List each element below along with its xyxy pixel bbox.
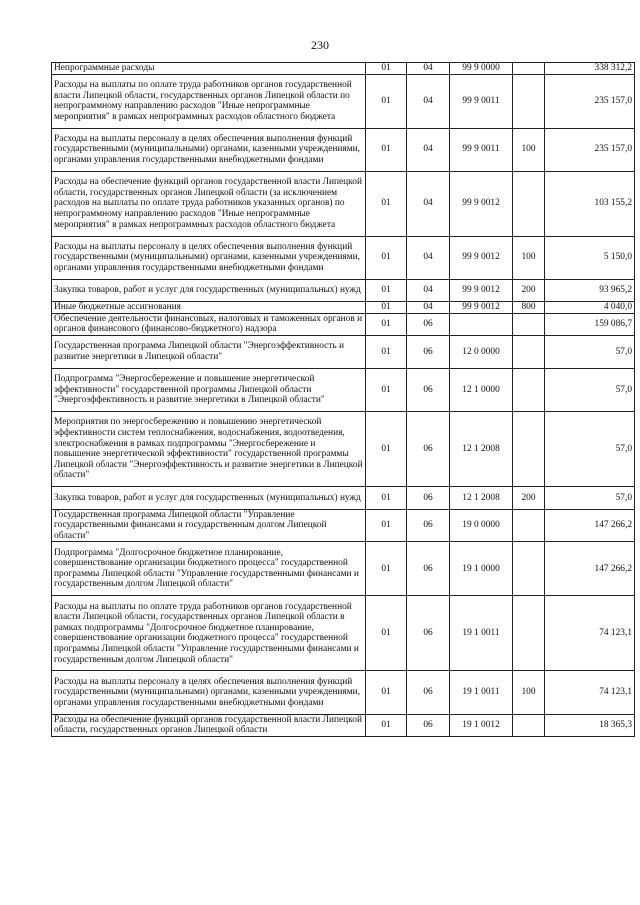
row-code-cell: 19 1 0000 <box>450 542 513 596</box>
table-row <box>52 509 635 542</box>
row-type-cell: 100 <box>513 128 545 171</box>
row-type-cell <box>513 171 545 236</box>
row-sum-cell: 74 123,1 <box>545 671 635 714</box>
row-code-cell: 12 1 2008 <box>450 412 513 487</box>
row-subchapter-cell: 06 <box>407 335 450 368</box>
row-chapter-cell: 01 <box>366 509 407 542</box>
row-subchapter-cell: 04 <box>407 279 450 301</box>
row-name-cell: Государственная программа Липецкой области "Управление государственными финансами и государственным долгом Липецкой области" <box>52 509 366 542</box>
row-name-cell: Закупка товаров, работ и услуг для государственных (муниципальных) нужд <box>52 279 366 301</box>
row-chapter-cell: 01 <box>366 74 407 128</box>
row-sum-cell: 57,0 <box>545 335 635 368</box>
row-sum-cell: 57,0 <box>545 487 635 509</box>
row-code-cell: 12 0 0000 <box>450 335 513 368</box>
row-code-cell: 19 0 0000 <box>450 509 513 542</box>
row-name-cell: Расходы на выплаты по оплате труда работников органов государственной власти Липецкой области, государственных органов Липецкой области в рамках подпрограммы "Долгосрочное бюджетное планирование, совершенствование организации бюджетного процесса" государственной программы Липецкой области "Управление государственными финансами и государственным долгом Липецкой области" <box>52 596 366 671</box>
row-code-cell: 99 9 0000 <box>450 63 513 75</box>
row-name-cell: Расходы на выплаты персоналу в целях обеспечения выполнения функций государственными (муниципальными) органами, казенными учреждениями, органами управления государственными внебюджетными фондами <box>52 671 366 714</box>
row-name-cell: Расходы на обеспечение функций органов государственной власти Липецкой области, государственных органов Липецкой области (за исключением расходов на выплаты по оплате труда работников указанных органов) по непрограммному направлению расходов "Иные непрограммные мероприятия" в рамках непрограммных расходов областного бюджета <box>52 171 366 236</box>
row-sum-cell: 147 266,2 <box>545 509 635 542</box>
row-subchapter-cell: 04 <box>407 236 450 279</box>
row-code-cell: 19 1 0012 <box>450 714 513 736</box>
table-row <box>52 63 635 75</box>
row-code-cell: 99 9 0011 <box>450 74 513 128</box>
row-code-cell: 99 9 0012 <box>450 171 513 236</box>
table-row <box>52 279 635 301</box>
table-row <box>52 671 635 714</box>
table-row <box>52 542 635 596</box>
row-chapter-cell: 01 <box>366 128 407 171</box>
table-row <box>52 128 635 171</box>
row-chapter-cell: 01 <box>366 279 407 301</box>
row-subchapter-cell: 06 <box>407 412 450 487</box>
row-sum-cell: 147 266,2 <box>545 542 635 596</box>
row-type-cell <box>513 74 545 128</box>
row-chapter-cell: 01 <box>366 714 407 736</box>
row-sum-cell: 5 150,0 <box>545 236 635 279</box>
table-row <box>52 335 635 368</box>
page-number: 230 <box>311 38 329 52</box>
row-name-cell: Государственная программа Липецкой области "Энергоэффективность и развитие энергетики в Липецкой области" <box>52 335 366 368</box>
budget-table <box>51 62 635 737</box>
row-chapter-cell: 01 <box>366 63 407 75</box>
row-type-cell: 800 <box>513 302 545 314</box>
row-type-cell <box>513 542 545 596</box>
row-sum-cell: 57,0 <box>545 368 635 411</box>
row-subchapter-cell: 06 <box>407 487 450 509</box>
row-code-cell: 12 1 2008 <box>450 487 513 509</box>
row-chapter-cell: 01 <box>366 671 407 714</box>
row-type-cell <box>513 63 545 75</box>
row-subchapter-cell: 04 <box>407 128 450 171</box>
row-sum-cell: 103 155,2 <box>545 171 635 236</box>
row-chapter-cell: 01 <box>366 171 407 236</box>
row-name-cell: Обеспечение деятельности финансовых, налоговых и таможенных органов и органов финансового (финансово-бюджетного) надзора <box>52 313 366 335</box>
row-sum-cell: 4 040,0 <box>545 302 635 314</box>
row-type-cell <box>513 596 545 671</box>
row-chapter-cell: 01 <box>366 368 407 411</box>
row-subchapter-cell: 06 <box>407 313 450 335</box>
row-sum-cell: 338 312,2 <box>545 63 635 75</box>
row-sum-cell: 235 157,0 <box>545 74 635 128</box>
row-subchapter-cell: 06 <box>407 368 450 411</box>
row-code-cell <box>450 313 513 335</box>
row-subchapter-cell: 04 <box>407 63 450 75</box>
row-sum-cell: 159 086,7 <box>545 313 635 335</box>
row-code-cell: 99 9 0012 <box>450 236 513 279</box>
row-subchapter-cell: 06 <box>407 542 450 596</box>
row-type-cell <box>513 335 545 368</box>
row-subchapter-cell: 06 <box>407 671 450 714</box>
row-chapter-cell: 01 <box>366 236 407 279</box>
row-sum-cell: 18 365,3 <box>545 714 635 736</box>
row-type-cell <box>513 368 545 411</box>
row-code-cell: 12 1 0000 <box>450 368 513 411</box>
row-name-cell: Расходы на выплаты персоналу в целях обеспечения выполнения функций государственными (муниципальными) органами, казенными учреждениями, органами управления государственными внебюджетными фондами <box>52 128 366 171</box>
table-row <box>52 714 635 736</box>
row-code-cell: 19 1 0011 <box>450 671 513 714</box>
row-name-cell: Непрограммные расходы <box>52 63 366 75</box>
table-row <box>52 74 635 128</box>
row-type-cell: 100 <box>513 236 545 279</box>
row-chapter-cell: 01 <box>366 313 407 335</box>
row-name-cell: Расходы на обеспечение функций органов государственной власти Липецкой области, государственных органов Липецкой области <box>52 714 366 736</box>
row-chapter-cell: 01 <box>366 596 407 671</box>
row-type-cell: 100 <box>513 671 545 714</box>
row-subchapter-cell: 06 <box>407 596 450 671</box>
table-row <box>52 236 635 279</box>
row-name-cell: Иные бюджетные ассигнования <box>52 302 366 314</box>
row-type-cell <box>513 714 545 736</box>
table-row <box>52 596 635 671</box>
row-code-cell: 99 9 0012 <box>450 279 513 301</box>
row-type-cell <box>513 313 545 335</box>
table-row <box>52 368 635 411</box>
row-chapter-cell: 01 <box>366 302 407 314</box>
row-chapter-cell: 01 <box>366 487 407 509</box>
row-code-cell: 99 9 0012 <box>450 302 513 314</box>
row-name-cell: Подпрограмма "Долгосрочное бюджетное планирование, совершенствование организации бюджетного процесса" государственной программы Липецкой области "Управление государственными финансами и государственным долгом Липецкой области" <box>52 542 366 596</box>
row-subchapter-cell: 04 <box>407 171 450 236</box>
table-row <box>52 302 635 314</box>
table-row <box>52 171 635 236</box>
row-subchapter-cell: 06 <box>407 714 450 736</box>
row-name-cell: Подпрограмма "Энергосбережение и повышение энергетической эффективности" государственной программы Липецкой области "Энергоэффективность и развитие энергетики в Липецкой области" <box>52 368 366 411</box>
row-sum-cell: 74 123,1 <box>545 596 635 671</box>
row-type-cell: 200 <box>513 487 545 509</box>
row-sum-cell: 235 157,0 <box>545 128 635 171</box>
row-name-cell: Закупка товаров, работ и услуг для государственных (муниципальных) нужд <box>52 487 366 509</box>
row-code-cell: 19 1 0011 <box>450 596 513 671</box>
row-sum-cell: 57,0 <box>545 412 635 487</box>
row-subchapter-cell: 04 <box>407 302 450 314</box>
row-subchapter-cell: 04 <box>407 74 450 128</box>
budget-table-body <box>52 63 635 737</box>
row-name-cell: Расходы на выплаты по оплате труда работников органов государственной власти Липецкой области, государственных органов Липецкой области по непрограммному направлению расходов "Иные непрограммные мероприятия" в рамках непрограммных расходов областного бюджета <box>52 74 366 128</box>
row-sum-cell: 93 965,2 <box>545 279 635 301</box>
row-code-cell: 99 9 0011 <box>450 128 513 171</box>
row-type-cell: 200 <box>513 279 545 301</box>
row-type-cell <box>513 509 545 542</box>
row-type-cell <box>513 412 545 487</box>
table-row <box>52 313 635 335</box>
table-row <box>52 487 635 509</box>
row-subchapter-cell: 06 <box>407 509 450 542</box>
row-chapter-cell: 01 <box>366 412 407 487</box>
row-chapter-cell: 01 <box>366 542 407 596</box>
row-name-cell: Расходы на выплаты персоналу в целях обеспечения выполнения функций государственными (муниципальными) органами, казенными учреждениями, органами управления государственными внебюджетными фондами <box>52 236 366 279</box>
table-row <box>52 412 635 487</box>
row-chapter-cell: 01 <box>366 335 407 368</box>
row-name-cell: Мероприятия по энергосбережению и повышению энергетической эффективности систем теплоснабжения, водоснабжения, водоотведения, электроснабжения в рамках подпрограммы "Энергосбережение и повышение энергетической эффективности" государственной программы Липецкой области "Энергоэффективность и развитие энергетики в Липецкой области" <box>52 412 366 487</box>
